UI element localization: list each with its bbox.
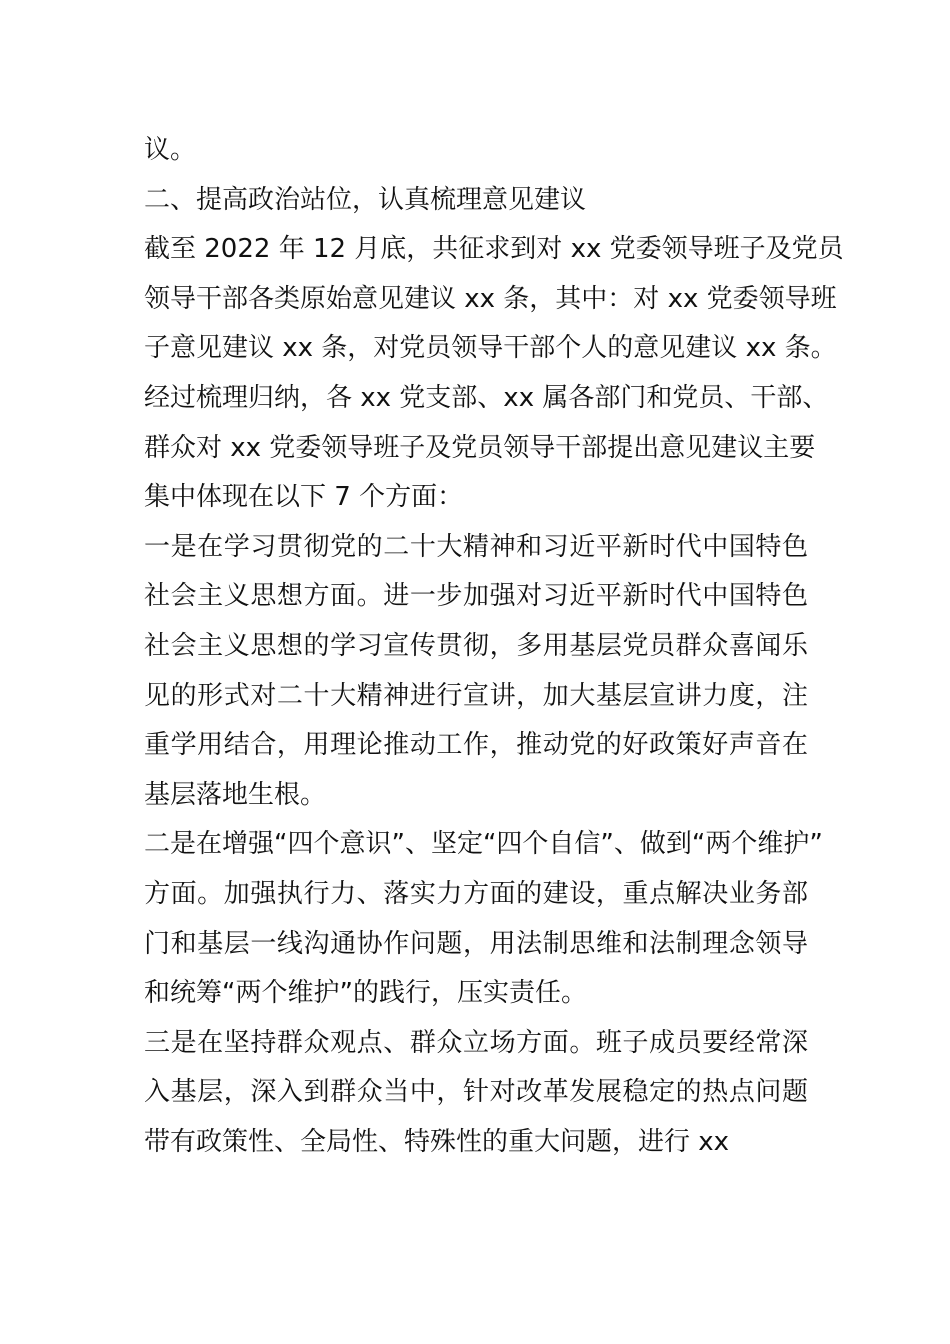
text-line: 一是在学习贯彻党的二十大精神和习近平新时代中国特色 — [144, 531, 808, 562]
text-line: 社会主义思想的学习宣传贯彻，多用基层党员群众喜闻乐 — [144, 630, 808, 661]
section-heading — [144, 176, 808, 226]
text-line: 入基层，深入到群众当中，针对改革发展稳定的热点问题 — [144, 1077, 808, 1108]
text-line: 门和基层一线沟通协作问题，用法制思维和法制理念领导 — [144, 928, 808, 959]
text-line: 基层落地生根。 — [144, 779, 327, 810]
text-line: 二是在增强“四个意识”、坚定“四个自信”、做到“两个维护” — [144, 829, 823, 860]
paragraph-point-1 — [144, 523, 808, 821]
text-line: 经过梳理归纳，各 xx 党支部、xx 属各部门和党员、干部、 — [144, 382, 829, 413]
paragraph-overview — [144, 374, 829, 523]
text-line: 和统筹“两个维护”的践行，压实责任。 — [144, 978, 587, 1009]
text-line: 社会主义思想方面。进一步加强对习近平新时代中国特色 — [144, 581, 808, 612]
text-line: 见的形式对二十大精神进行宣讲，加大基层宣讲力度，注 — [144, 680, 808, 711]
text-line: 议。 — [144, 135, 197, 165]
document-body — [144, 126, 844, 1167]
text-line: 三是在坚持群众观点、群众立场方面。班子成员要经常深 — [144, 1027, 808, 1058]
paragraph-point-3 — [144, 1019, 808, 1168]
text-line: 集中体现在以下 7 个方面： — [144, 482, 464, 513]
text-line: 子意见建议 xx 条，对党员领导干部个人的意见建议 xx 条。 — [144, 333, 837, 364]
heading-text: 二、提高政治站位，认真梳理意见建议 — [144, 184, 587, 215]
text-line: 重学用结合，用理论推动工作，推动党的好政策好声音在 — [144, 730, 808, 761]
text-line: 群众对 xx 党委领导班子及党员领导干部提出意见建议主要 — [144, 432, 816, 463]
text-line: 领导干部各类原始意见建议 xx 条，其中：对 xx 党委领导班 — [144, 283, 837, 314]
paragraph-continuation — [144, 126, 808, 176]
paragraph-point-2 — [144, 820, 823, 1018]
paragraph-summary — [144, 225, 844, 374]
text-line: 方面。加强执行力、落实力方面的建设，重点解决业务部 — [144, 878, 808, 909]
text-line: 截至 2022 年 12 月底，共征求到对 xx 党委领导班子及党员 — [144, 234, 844, 265]
text-line: 带有政策性、全局性、特殊性的重大问题，进行 xx — [144, 1126, 730, 1157]
